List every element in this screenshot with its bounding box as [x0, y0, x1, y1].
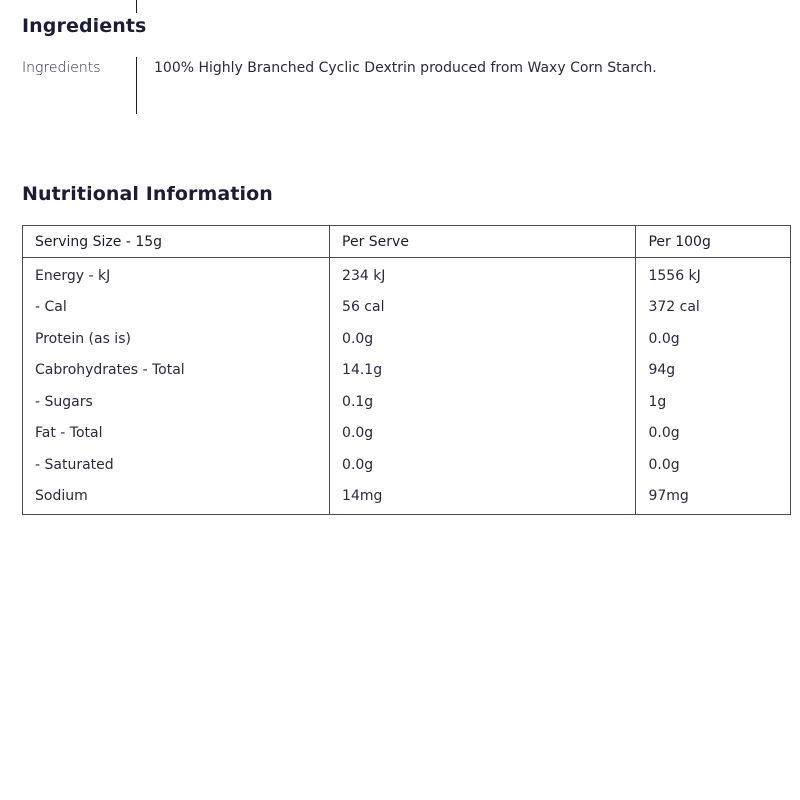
ingredients-value: 100% Highly Branched Cyclic Dextrin produced from Waxy Corn Starch.: [154, 60, 657, 76]
table-row: [23, 481, 791, 515]
ingredients-heading: Ingredients: [22, 15, 147, 37]
table-row: [23, 449, 791, 481]
row-per-100g: 0.0g: [636, 418, 791, 450]
row-name: - Cal: [23, 292, 330, 324]
table-row: [23, 418, 791, 450]
row-name: - Saturated: [23, 449, 330, 481]
row-per-100g: 0.0g: [636, 449, 791, 481]
header-serving-size: Serving Size - 15g: [23, 226, 330, 258]
row-per-serve: 0.0g: [330, 323, 636, 355]
row-per-serve: 0.0g: [330, 418, 636, 450]
top-divider: [136, 0, 137, 13]
row-per-100g: 372 cal: [636, 292, 791, 324]
ingredients-row: [22, 57, 782, 115]
nutrition-heading: Nutritional Information: [22, 183, 273, 205]
row-per-serve: 14.1g: [330, 355, 636, 387]
row-per-serve: 234 kJ: [330, 258, 636, 292]
table-row: [23, 292, 791, 324]
nutrition-table: [22, 225, 791, 515]
row-per-serve: 0.0g: [330, 449, 636, 481]
table-row: [23, 386, 791, 418]
row-name: Protein (as is): [23, 323, 330, 355]
row-per-100g: 1556 kJ: [636, 258, 791, 292]
row-per-serve: 14mg: [330, 481, 636, 515]
ingredients-divider: [136, 57, 137, 114]
row-name: Energy - kJ: [23, 258, 330, 292]
table-header-row: [23, 226, 791, 258]
header-per-100g: Per 100g: [636, 226, 791, 258]
row-per-100g: 0.0g: [636, 323, 791, 355]
row-per-serve: 56 cal: [330, 292, 636, 324]
table-row: [23, 355, 791, 387]
row-per-serve: 0.1g: [330, 386, 636, 418]
row-name: Fat - Total: [23, 418, 330, 450]
row-per-100g: 1g: [636, 386, 791, 418]
table-row: [23, 323, 791, 355]
row-name: - Sugars: [23, 386, 330, 418]
row-per-100g: 97mg: [636, 481, 791, 515]
table-row: [23, 258, 791, 292]
row-name: Sodium: [23, 481, 330, 515]
row-per-100g: 94g: [636, 355, 791, 387]
ingredients-label: Ingredients: [22, 60, 101, 76]
row-name: Cabrohydrates - Total: [23, 355, 330, 387]
header-per-serve: Per Serve: [330, 226, 636, 258]
